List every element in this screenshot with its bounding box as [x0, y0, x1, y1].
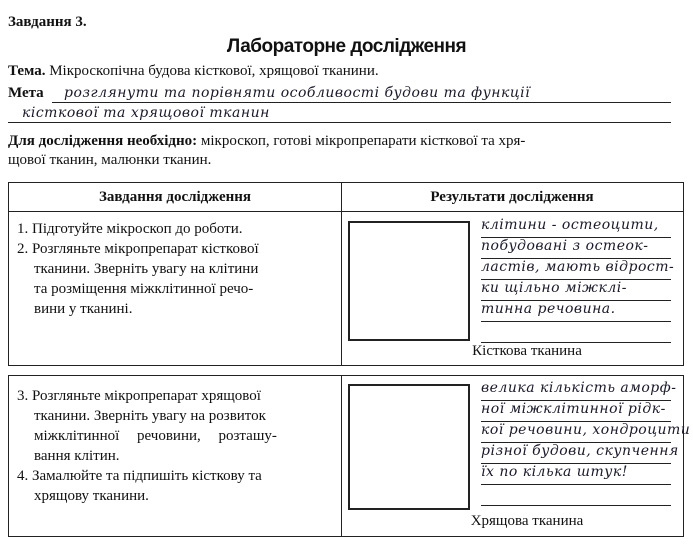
step-3: 3. Розгляньте мікропрепарат хрящової: [17, 388, 261, 404]
step-3-cont: тканини. Зверніть увагу на розвиток: [34, 408, 266, 424]
step-4-cont: хрящову тканини.: [34, 488, 149, 504]
column-divider: [341, 376, 342, 536]
answer-line: велика кількість аморф-: [481, 380, 671, 401]
needed-text: мікроскоп, готові мікропрепарати кісткової та хря-: [200, 133, 526, 149]
answer-line-empty: [481, 322, 671, 343]
goal-line-2: [8, 104, 671, 123]
topic: [8, 63, 379, 80]
step-3-cont: вання клітин.: [34, 448, 120, 464]
needed-label: Для дослідження необхідно:: [8, 133, 198, 149]
page-title: Лабораторне дослідження: [226, 36, 467, 57]
answer-line: клітини - остеоцити,: [481, 217, 671, 238]
cartilage-answer: [481, 380, 691, 506]
answer-line: тинна речовина.: [481, 301, 671, 322]
answer-line: ластів, мають відрост-: [481, 259, 671, 280]
table-header: [9, 183, 683, 212]
goal-label: Мета: [8, 85, 44, 101]
topic-label: Тема.: [8, 63, 46, 79]
task-label: Завдання 3.: [8, 14, 87, 30]
research-table-part-2: [8, 375, 691, 537]
answer-line: побудовані з остеок-: [481, 238, 671, 259]
needed-line-2: щової тканин, малюнки тканин.: [8, 152, 212, 168]
answer-line: кої речовини, хондроцити: [481, 422, 671, 443]
answer-line: різної будови, скупчення: [481, 443, 671, 464]
step-2-cont: та розміщення міжклітинної речо-: [34, 281, 254, 297]
cartilage-drawing-box[interactable]: [348, 384, 470, 510]
topic-text: Мікроскопічна будова кісткової, хрящової тканини.: [49, 63, 379, 79]
step-2-cont: вини у тканині.: [34, 301, 133, 317]
answer-line: ки щільно міжклі-: [481, 280, 671, 301]
column-divider: [341, 183, 342, 365]
needed-line-1: [8, 133, 525, 150]
goal-line-1: [52, 84, 671, 103]
bone-answer: [481, 217, 675, 343]
cartilage-caption: Хрящова тканина: [470, 513, 584, 529]
step-4: 4. Замалюйте та підпишіть кісткову та: [17, 468, 262, 484]
bone-drawing-box[interactable]: [348, 221, 470, 341]
answer-line-empty: [481, 485, 671, 506]
step-2-cont: тканини. Зверніть увагу на клітини: [34, 261, 259, 277]
research-table-part-1: [8, 182, 684, 366]
task-steps-1: [17, 219, 259, 319]
task-steps-2: [17, 386, 277, 506]
goal-handwritten-2: кісткової та хрящової тканин: [22, 105, 270, 121]
step-1: 1. Підготуйте мікроскоп до роботи.: [17, 221, 243, 237]
step-2: 2. Розгляньте мікропрепарат кісткової: [17, 241, 259, 257]
answer-line: їх по кілька штук!: [481, 464, 671, 485]
goal-handwritten-1: розглянути та порівняти особливості будови та функції: [64, 85, 531, 101]
answer-line: ної міжклітинної рідк-: [481, 401, 671, 422]
col-header-results: Результати дослідження: [430, 189, 594, 205]
step-3-cont: міжклітинної речовини, розташу-: [34, 428, 277, 444]
col-header-tasks: Завдання дослідження: [98, 189, 252, 205]
bone-caption: Кісткова тканина: [472, 343, 582, 359]
